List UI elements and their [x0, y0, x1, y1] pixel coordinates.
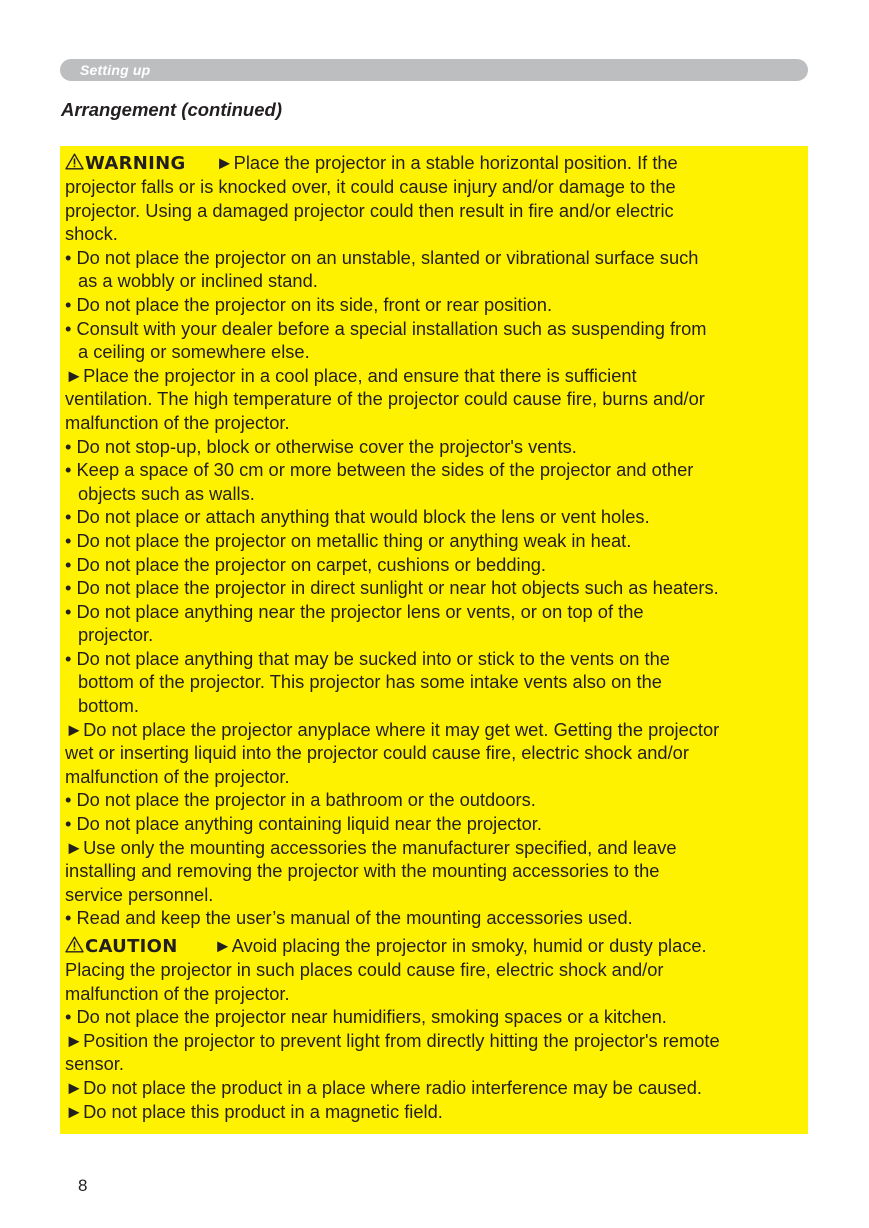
- warning-text-line: ►Place the projector in a stable horizontal position. If the: [215, 152, 678, 173]
- caution-text-line: ►Position the projector to prevent light from directly hitting the projector's remote: [65, 1029, 720, 1051]
- caution-text-line: sensor.: [65, 1053, 124, 1075]
- warning-bullet-continuation: a ceiling or somewhere else.: [78, 341, 310, 363]
- page-number: 8: [78, 1176, 88, 1195]
- warning-bullet: • Do not place anything near the projector lens or vents, or on top of the: [65, 600, 644, 622]
- warning-text-line: ►Use only the mounting accessories the manufacturer specified, and leave: [65, 836, 677, 858]
- caution-text-line: malfunction of the projector.: [65, 982, 290, 1004]
- warning-bullet: • Read and keep the user’s manual of the mounting accessories used.: [65, 907, 633, 929]
- warning-text-line: projector falls or is knocked over, it could cause injury and/or damage to the: [65, 176, 676, 197]
- section-header-bar: [60, 59, 808, 81]
- warning-bullet-continuation: bottom of the projector. This projector has some intake vents also on the: [78, 671, 662, 693]
- warning-bullet: • Do not place or attach anything that would block the lens or vent holes.: [65, 506, 650, 528]
- warning-text-line: malfunction of the projector.: [65, 411, 290, 433]
- caution-text-line: ►Do not place the product in a place where radio interference may be caused.: [65, 1076, 702, 1098]
- warning-bullet-continuation: as a wobbly or inclined stand.: [78, 270, 318, 292]
- warning-text-line: ►Place the projector in a cool place, and ensure that there is sufficient: [65, 364, 637, 386]
- warning-bullet: • Do not place the projector in direct sunlight or near hot objects such as heaters.: [65, 577, 719, 599]
- caution-text-line: ►Avoid placing the projector in smoky, humid or dusty place.: [213, 935, 707, 956]
- warning-text-line: service personnel.: [65, 883, 214, 905]
- warning-bullet: • Do not place anything that may be sucked into or stick to the vents on the: [65, 647, 670, 669]
- caution-text-line: Placing the projector in such places could cause fire, electric shock and/or: [65, 959, 664, 980]
- caution-label: CAUTION: [85, 936, 178, 957]
- section-label: Setting up: [80, 62, 151, 78]
- warning-bullet-continuation: objects such as walls.: [78, 482, 255, 504]
- caution-heading-line: [65, 933, 807, 958]
- warning-text-line: ►Do not place the projector anyplace where it may get wet. Getting the projector: [65, 718, 720, 740]
- warning-bullet: • Do not place the projector on an unstable, slanted or vibrational surface such: [65, 246, 699, 268]
- warning-bullet: • Keep a space of 30 cm or more between the sides of the projector and other: [65, 459, 694, 481]
- warning-bullet: • Do not place the projector on carpet, cushions or bedding.: [65, 553, 546, 575]
- warning-text-line: projector. Using a damaged projector could then result in fire and/or electric: [65, 199, 674, 221]
- caution-triangle-icon: [65, 934, 84, 959]
- warning-bullet: • Do not place the projector on metallic thing or anything weak in heat.: [65, 529, 632, 551]
- caution-bullet: • Do not place the projector near humidifiers, smoking spaces or a kitchen.: [65, 1006, 667, 1028]
- warning-text-line: shock.: [65, 223, 118, 245]
- warning-triangle-icon: [65, 151, 84, 176]
- warning-bullet: • Do not stop-up, block or otherwise cover the projector's vents.: [65, 435, 577, 457]
- warning-bullet-continuation: projector.: [78, 624, 154, 646]
- warning-text-line: malfunction of the projector.: [65, 765, 290, 787]
- warning-text-line: wet or inserting liquid into the projector could cause fire, electric shock and/or: [65, 742, 689, 764]
- warning-bullet: • Consult with your dealer before a special installation such as suspending from: [65, 317, 707, 339]
- warning-bullet: • Do not place anything containing liquid near the projector.: [65, 813, 542, 835]
- warning-heading-line: [65, 150, 807, 175]
- page-title: Arrangement (continued): [61, 99, 282, 120]
- warning-bullet-continuation: bottom.: [78, 695, 139, 717]
- warning-text-line: ventilation. The high temperature of the projector could cause fire, burns and/or: [65, 388, 705, 410]
- warning-bullet: • Do not place the projector in a bathroom or the outdoors.: [65, 789, 536, 811]
- safety-notice-content: [65, 150, 807, 1123]
- warning-text-line: installing and removing the projector with the mounting accessories to the: [65, 860, 660, 882]
- warning-bullet: • Do not place the projector on its side, front or rear position.: [65, 293, 553, 315]
- caution-text-line: ►Do not place this product in a magnetic field.: [65, 1100, 443, 1122]
- warning-label: WARNING: [85, 153, 186, 174]
